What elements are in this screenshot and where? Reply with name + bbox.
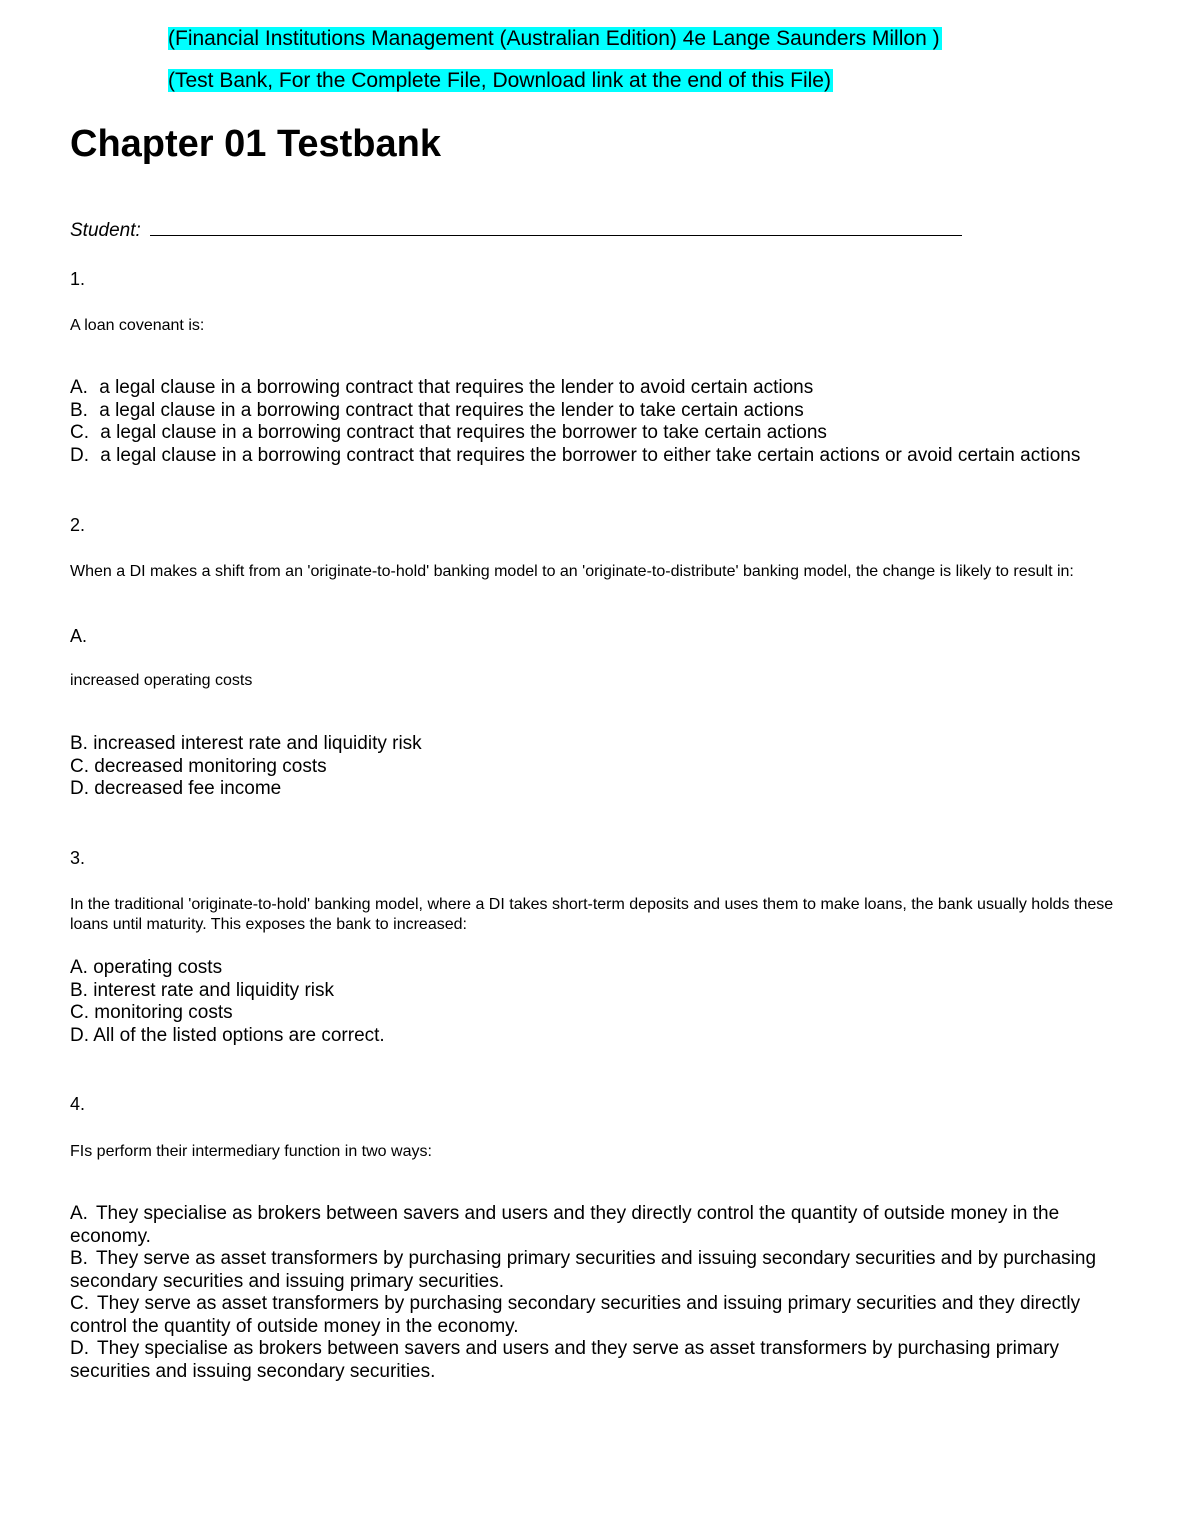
option-text: All of the listed options are correct. [93, 1024, 385, 1046]
option-text: a legal clause in a borrowing contract that requires the borrower to either take certain actions or avoid certain actions [100, 444, 1081, 466]
question-2-option-c [70, 756, 1120, 779]
option-letter: A. [70, 957, 88, 978]
option-text: increased interest rate and liquidity risk [93, 733, 422, 754]
option-letter: B. [70, 733, 88, 754]
question-3-option-b [70, 980, 1120, 1003]
question-2-option-a-text: increased operating costs [70, 672, 253, 689]
option-text: They specialise as brokers between savers and users and they directly control the quantity of outside money in the economy. [70, 1203, 1060, 1247]
question-3-number: 3. [70, 848, 86, 868]
question-1-text: A loan covenant is: [70, 317, 205, 334]
question-4-text: FIs perform their intermediary function in two ways: [70, 1143, 432, 1160]
option-letter: C. [70, 1293, 89, 1314]
question-1-options [70, 377, 1120, 467]
question-2-text: When a DI makes a shift from an 'originate-to-hold' banking model to an 'originate-to-distribute' banking model, the change is likely to result in: [70, 563, 1074, 580]
question-2-number: 2. [70, 515, 86, 535]
question-4-number: 4. [70, 1094, 86, 1114]
question-3-text: In the traditional 'originate-to-hold' banking model, where a DI takes short-term deposits and uses them to make loans, the bank usually holds these loans until maturity. This exposes the bank to increased: [70, 896, 1114, 933]
option-letter: B. [70, 1248, 88, 1269]
question-2-options [70, 733, 1120, 801]
header-banner-line-1 [168, 25, 942, 53]
option-letter: C. [70, 1002, 89, 1023]
option-letter: D. [70, 778, 89, 799]
option-text: operating costs [93, 957, 223, 978]
question-1-option-b [70, 400, 1120, 423]
student-label: Student: [70, 220, 147, 241]
header-banner-line-2 [168, 67, 833, 95]
student-field [70, 217, 962, 243]
option-letter: B. [70, 979, 88, 1001]
question-1-number: 1. [70, 269, 86, 289]
option-text: They specialise as brokers between savers and users and they serve as asset transformers by purchasing primary securities and issuing secondary securities. [70, 1338, 1060, 1382]
option-letter: C. [70, 755, 89, 777]
student-name-line [150, 217, 962, 236]
option-letter: A. [70, 1203, 88, 1224]
header-banner-text-1: (Financial Institutions Management (Australian Edition) 4e Lange Saunders Millon ) [168, 27, 940, 50]
option-letter: D. [70, 1338, 89, 1359]
question-2-option-b [70, 733, 1120, 756]
option-text: monitoring costs [94, 1002, 233, 1023]
question-1-option-a [70, 377, 1120, 400]
option-text: decreased monitoring costs [94, 755, 327, 777]
chapter-title: Chapter 01 Testbank [70, 123, 441, 165]
question-3-option-a [70, 957, 1120, 980]
question-4-options [70, 1203, 1120, 1383]
question-2-option-d [70, 778, 1120, 801]
question-4-option-c [70, 1293, 1120, 1338]
question-3-options [70, 957, 1120, 1047]
question-4-option-b [70, 1248, 1120, 1293]
question-1-option-c [70, 422, 1120, 445]
option-letter: D. [70, 444, 89, 466]
question-4-option-d [70, 1338, 1120, 1383]
option-text: decreased fee income [94, 778, 282, 799]
option-letter: D. [70, 1024, 89, 1046]
question-4-option-a [70, 1203, 1120, 1248]
header-banner-text-2: (Test Bank, For the Complete File, Download link at the end of this File) [168, 69, 831, 92]
option-text: a legal clause in a borrowing contract that requires the lender to take certain actions [99, 399, 804, 421]
option-letter: C. [70, 422, 89, 443]
option-letter: A. [70, 377, 88, 398]
option-text: a legal clause in a borrowing contract that requires the lender to avoid certain actions [99, 377, 814, 398]
option-letter: B. [70, 399, 88, 421]
option-text: a legal clause in a borrowing contract that requires the borrower to take certain actions [100, 422, 827, 443]
option-text: interest rate and liquidity risk [93, 979, 335, 1001]
option-text: They serve as asset transformers by purchasing secondary securities and issuing primary securities and they directly control the quantity of outside money in the economy. [70, 1293, 1081, 1337]
question-1-option-d [70, 445, 1120, 468]
option-text: They serve as asset transformers by purchasing primary securities and issuing secondary securities and by purchasing secondary securities and issuing primary securities. [70, 1248, 1097, 1292]
question-3-option-d [70, 1025, 1120, 1048]
question-2-option-a-letter: A. [70, 626, 88, 646]
question-3-option-c [70, 1002, 1120, 1025]
